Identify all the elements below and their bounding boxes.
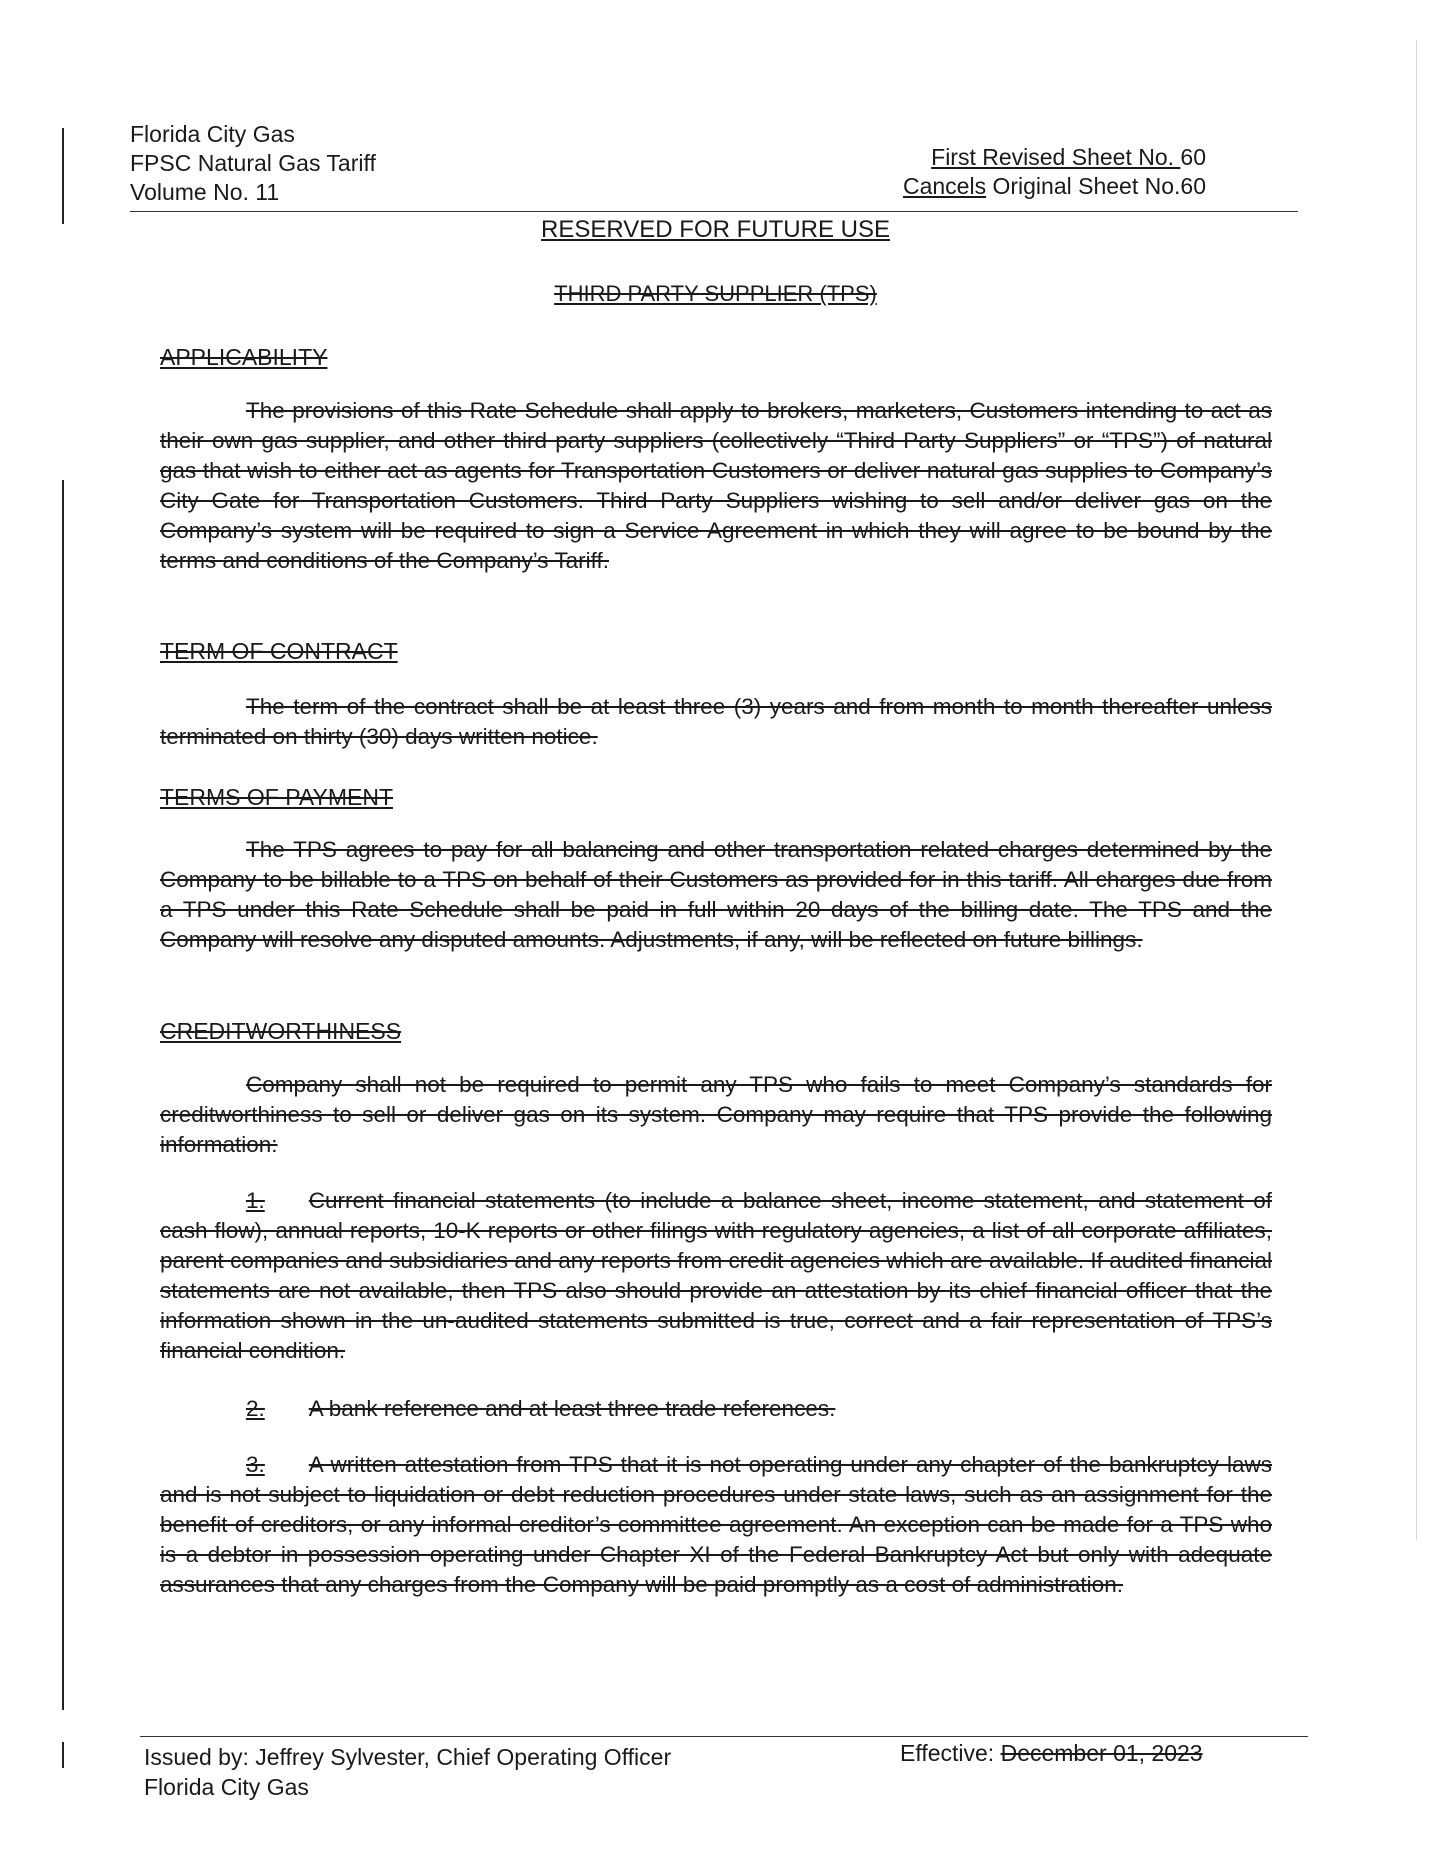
scan-edge-line	[1416, 40, 1417, 1540]
footer-rule	[140, 1736, 1308, 1737]
margin-change-bar-footer	[62, 1742, 64, 1768]
item-text: Current financial statements (to include a balance sheet, income statement, and statement of cash flow), annual reports, 10-K reports or other filings with regulatory agencies, a list of all corporate affiliates, parent companies and subsidiaries and any reports from credit agencies which are available. If audited financial statements are not available, then TPS also should provide an attestation by its chief financial officer that the information shown in the un-audited statements submitted is true, correct and a fair representation of TPS’s financial condition.	[160, 1188, 1272, 1363]
margin-change-bar-body	[62, 480, 64, 1710]
term-paragraph	[160, 692, 1272, 752]
payment-paragraph	[160, 835, 1272, 955]
term-text: The term of the contract shall be at least three (3) years and from month to month thereafter unless terminated on thirty (30) days written notice.	[160, 694, 1272, 749]
header-rule	[130, 211, 1298, 212]
header-tariff: FPSC Natural Gas Tariff	[130, 150, 376, 176]
credit-paragraph	[160, 1070, 1272, 1160]
cancels-line	[903, 172, 1206, 201]
term-heading: TERM OF CONTRACT	[160, 638, 398, 664]
cancels-rest: Original Sheet No.60	[986, 173, 1206, 199]
sheet-number-prefix: First Revised Sheet No.	[931, 144, 1181, 170]
credit-item-2	[160, 1394, 1272, 1424]
sheet-number: 60	[1180, 144, 1206, 170]
cancels-word: Cancels	[902, 173, 987, 199]
sheet-number-line	[903, 143, 1206, 172]
applicability-heading: APPLICABILITY	[160, 344, 328, 370]
item-text: A written attestation from TPS that it is not operating under any chapter of the bankruptcy laws and is not subject to liquidation or debt reduction procedures under state laws, such as an assignment for the benefit of creditors, or any informal creditor’s committee agreement. An exception can be made for a TPS who is a debtor in possession operating under Chapter XI of the Federal Bankruptcy Act but only with adequate assurances that any charges from the Company will be paid promptly as a cost of administration.	[160, 1452, 1272, 1597]
credit-text: Company shall not be required to permit any TPS who fails to meet Company’s standards for creditworthiness to sell or deliver gas on its system. Company may require that TPS provide the following information:	[160, 1072, 1272, 1157]
item-number: 1.	[246, 1188, 265, 1213]
item-text: A bank reference and at least three trade references.	[308, 1396, 836, 1421]
applicability-text: The provisions of this Rate Schedule shall apply to brokers, marketers, Customers intending to act as their own gas supplier, and other third party suppliers (collectively “Third Party Suppliers” or “TPS”) of natural gas that wish to either act as agents for Transportation Customers or deliver natural gas supplies to Company’s City Gate for Transportation Customers. Third Party Suppliers wishing to sell and/or deliver gas on the Company’s system will be required to sign a Service Agreement in which they will agree to be bound by the terms and conditions of the Company’s Tariff.	[160, 398, 1272, 573]
footer-company: Florida City Gas	[144, 1774, 309, 1800]
credit-item-1	[160, 1186, 1272, 1366]
credit-item-3	[160, 1450, 1272, 1600]
header-right-block	[903, 143, 1206, 201]
footer-left-block	[144, 1742, 671, 1802]
effective-line	[900, 1740, 1203, 1767]
header-left-block	[130, 120, 376, 207]
payment-text: The TPS agrees to pay for all balancing and other transportation related charges determined by the Company to be billable to a TPS on behalf of their Customers as provided for in this tariff. All charges due from a TPS under this Rate Schedule shall be paid in full within 20 days of the billing date. The TPS and the Company will resolve any disputed amounts. Adjustments, if any, will be reflected on future billings.	[160, 837, 1272, 952]
payment-heading: TERMS OF PAYMENT	[160, 784, 393, 810]
margin-change-bar-top	[62, 128, 64, 224]
item-number: 2.	[246, 1396, 265, 1421]
credit-heading: CREDITWORTHINESS	[160, 1018, 402, 1044]
header-volume: Volume No. 11	[130, 179, 280, 205]
effective-date: December 01, 2023	[1000, 1740, 1203, 1766]
header-company: Florida City Gas	[130, 121, 295, 147]
applicability-paragraph	[160, 396, 1272, 576]
item-number: 3.	[246, 1452, 265, 1477]
reserved-title: RESERVED FOR FUTURE USE	[541, 216, 890, 243]
effective-label: Effective:	[900, 1740, 1001, 1766]
struck-title: THIRD PARTY SUPPLIER (TPS)	[554, 281, 877, 306]
issued-by: Issued by: Jeffrey Sylvester, Chief Operating Officer	[144, 1744, 672, 1770]
